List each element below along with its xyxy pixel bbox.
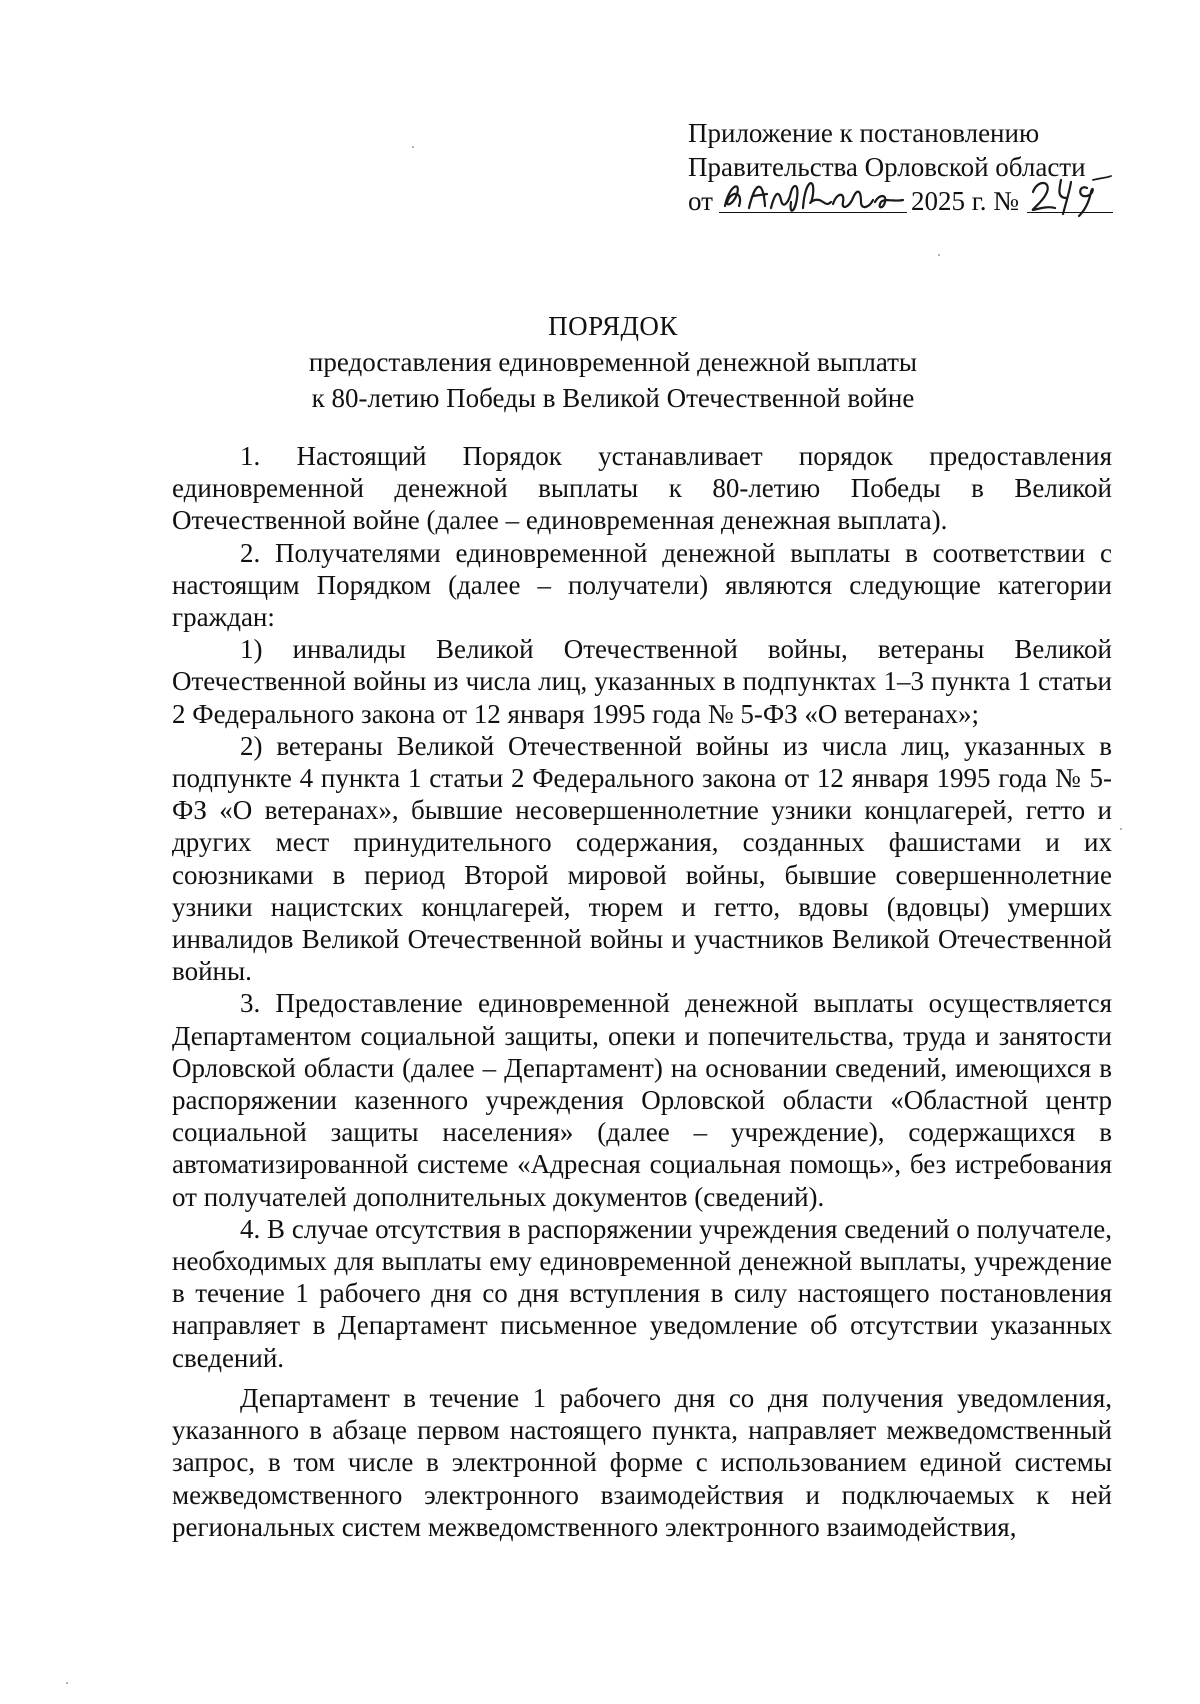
title-main: ПОРЯДОК <box>548 311 678 341</box>
date-year-number: 2025 г. № <box>910 186 1019 216</box>
paragraph-1: 1. Настоящий Порядок устанавливает порядок предоставления единовременной денежной выплаты к 80-летию Победы в Великой Отечественной войне (далее – единовременная денежная выплата). <box>172 441 1112 536</box>
handwritten-number-signature <box>1027 172 1113 218</box>
appendix-date-line <box>688 184 1128 218</box>
title-subtitle-1: предоставления единовременной денежной выплаты <box>308 347 918 377</box>
title-subtitle-2: к 80-летию Победы в Великой Отечественной войне <box>311 383 915 413</box>
appendix-line-2: Правительства Орловской области <box>688 152 1086 182</box>
document-title <box>172 308 1054 416</box>
handwritten-date-field <box>719 186 907 213</box>
appendix-line-1: Приложение к постановлению <box>688 118 1040 148</box>
scan-speck <box>1120 828 1122 830</box>
paragraph-3: 3. Предоставление единовременной денежной выплаты осуществляется Департаментом социальной защиты, опеки и попечительства, труда и занятости Орловской области (далее – Департамент) на основании сведений, имеющихся в распоряжении казенного учреждения Орловской области «Областной центр социальной защиты населения» (далее – учреждение), содержащихся в автоматизированной системе «Адресная социальная помощь», без истребования от получателей дополнительных документов (сведений). <box>172 988 1112 1212</box>
scan-speck <box>412 146 414 148</box>
paragraph-4: 4. В случае отсутствия в распоряжении учреждения сведений о получателе, необходимых для выплаты ему единовременной денежной выплаты, учреждение в течение 1 рабочего дня со дня вступления в силу настоящего постановления направляет в Департамент письменное уведомление об отсутствии указанных сведений. <box>172 1213 1112 1373</box>
paragraph-4-abzac-2: Департамент в течение 1 рабочего дня со дня получения уведомления, указанного в абзаце первом настоящего пункта, направляет межведомственный запрос, в том числе в электронной форме с использованием единой системы межведомственного электронного взаимодействия и подключаемых к ней региональных систем межведомственного электронного взаимодействия, <box>172 1382 1112 1542</box>
scan-speck <box>66 1682 68 1684</box>
paragraph-2: 2. Получателями единовременной денежной выплаты в соответствии с настоящим Порядком (далее – получатели) являются следующие категории граждан: <box>172 537 1112 633</box>
date-prefix: от <box>688 186 713 216</box>
document-body <box>172 440 1112 1543</box>
handwritten-number-field <box>1027 186 1113 213</box>
paragraph-2-item-2: 2) ветераны Великой Отечественной войны из числа лиц, указанных в подпункте 4 пункта 1 статьи 2 Федерального закона от 12 января 1995 года № 5-ФЗ «О ветеранах», бывшие несовершеннолетние узники концлагерей, гетто и других мест принудительного содержания, созданных фашистами и их союзниками в период Второй мировой войны, бывшие совершеннолетние узники нацистских концлагерей, тюрем и гетто, вдовы (вдовцы) умерших инвалидов Великой Отечественной войны и участников Великой Отечественной войны. <box>172 730 1112 987</box>
appendix-header <box>688 116 1128 218</box>
scan-speck <box>938 254 940 256</box>
paragraph-2-item-1: 1) инвалиды Великой Отечественной войны, ветераны Великой Отечественной войны из числа лиц, указанных в подпунктах 1–3 пункта 1 статьи 2 Федерального закона от 12 января 1995 года № 5-ФЗ «О ветеранах»; <box>172 634 1112 729</box>
handwritten-date-signature <box>719 172 907 218</box>
